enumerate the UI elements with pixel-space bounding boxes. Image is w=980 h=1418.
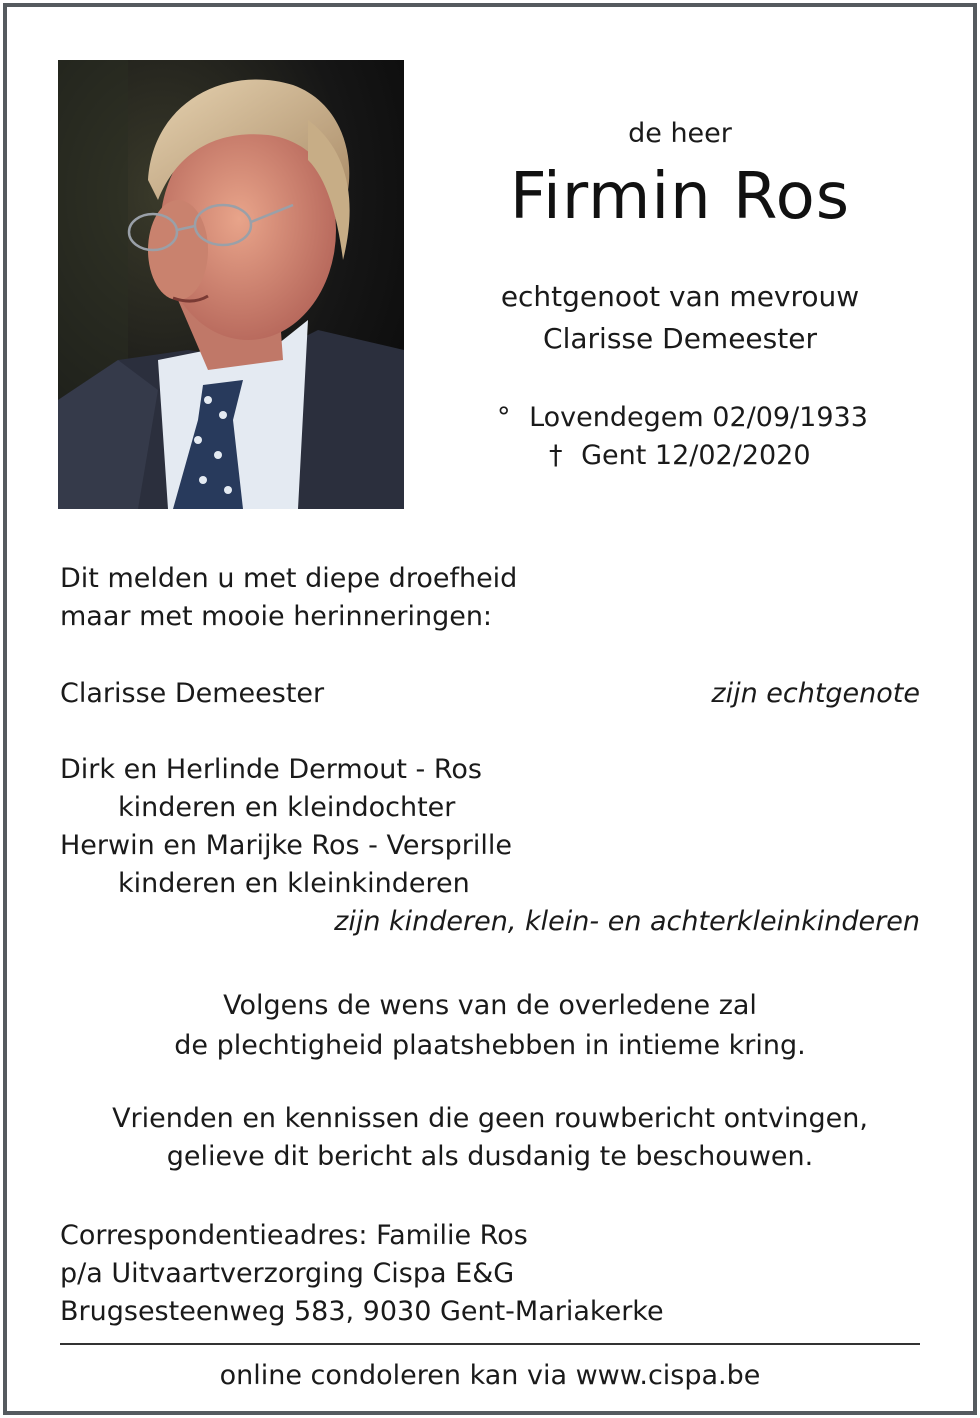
address-line-1: Correspondentieadres: Familie Ros <box>60 1220 528 1251</box>
notice-line-1: Vrienden en kennissen die geen rouwbericht ontvingen, <box>112 1103 868 1134</box>
spouse-role: zijn echtgenote <box>711 678 920 709</box>
honorific: de heer <box>628 118 732 149</box>
divider <box>60 1343 920 1345</box>
death-date: Gent 12/02/2020 <box>581 440 811 471</box>
birth-date: Lovendegem 02/09/1933 <box>529 402 868 433</box>
death-line <box>549 440 811 471</box>
child-2-sub: kinderen en kleinkinderen <box>118 868 470 899</box>
ceremony-line-1: Volgens de wens van de overledene zal <box>223 990 757 1021</box>
address-line-2: p/a Uitvaartverzorging Cispa E&G <box>60 1258 515 1289</box>
birth-symbol: ° <box>497 402 511 433</box>
intro-line-1: Dit melden u met diepe droefheid <box>60 563 518 594</box>
ceremony-line-2: de plechtigheid plaatshebben in intieme kring. <box>174 1030 806 1061</box>
address-line-3: Brugsesteenweg 583, 9030 Gent-Mariakerke <box>60 1296 664 1327</box>
birth-line <box>497 402 868 433</box>
child-1: Dirk en Herlinde Dermout - Ros <box>60 754 482 785</box>
spouse-name: Clarisse Demeester <box>60 678 325 709</box>
death-symbol: † <box>549 440 563 471</box>
notice-line-2: gelieve dit bericht als dusdanig te beschouwen. <box>166 1141 814 1172</box>
portrait-photo <box>58 60 404 509</box>
deceased-name: Firmin Ros <box>509 160 851 234</box>
child-1-sub: kinderen en kleindochter <box>118 792 456 823</box>
intro-line-2: maar met mooie herinneringen: <box>60 601 493 632</box>
footer-condolence[interactable]: online condoleren kan via www.cispa.be <box>219 1360 761 1391</box>
portrait-illustration <box>58 60 404 509</box>
spouse-line-1: echtgenoot van mevrouw <box>500 280 860 313</box>
spouse-line-2: Clarisse Demeester <box>543 322 817 355</box>
children-role: zijn kinderen, klein- en achterkleinkinderen <box>334 906 920 937</box>
child-2: Herwin en Marijke Ros - Versprille <box>60 830 512 861</box>
